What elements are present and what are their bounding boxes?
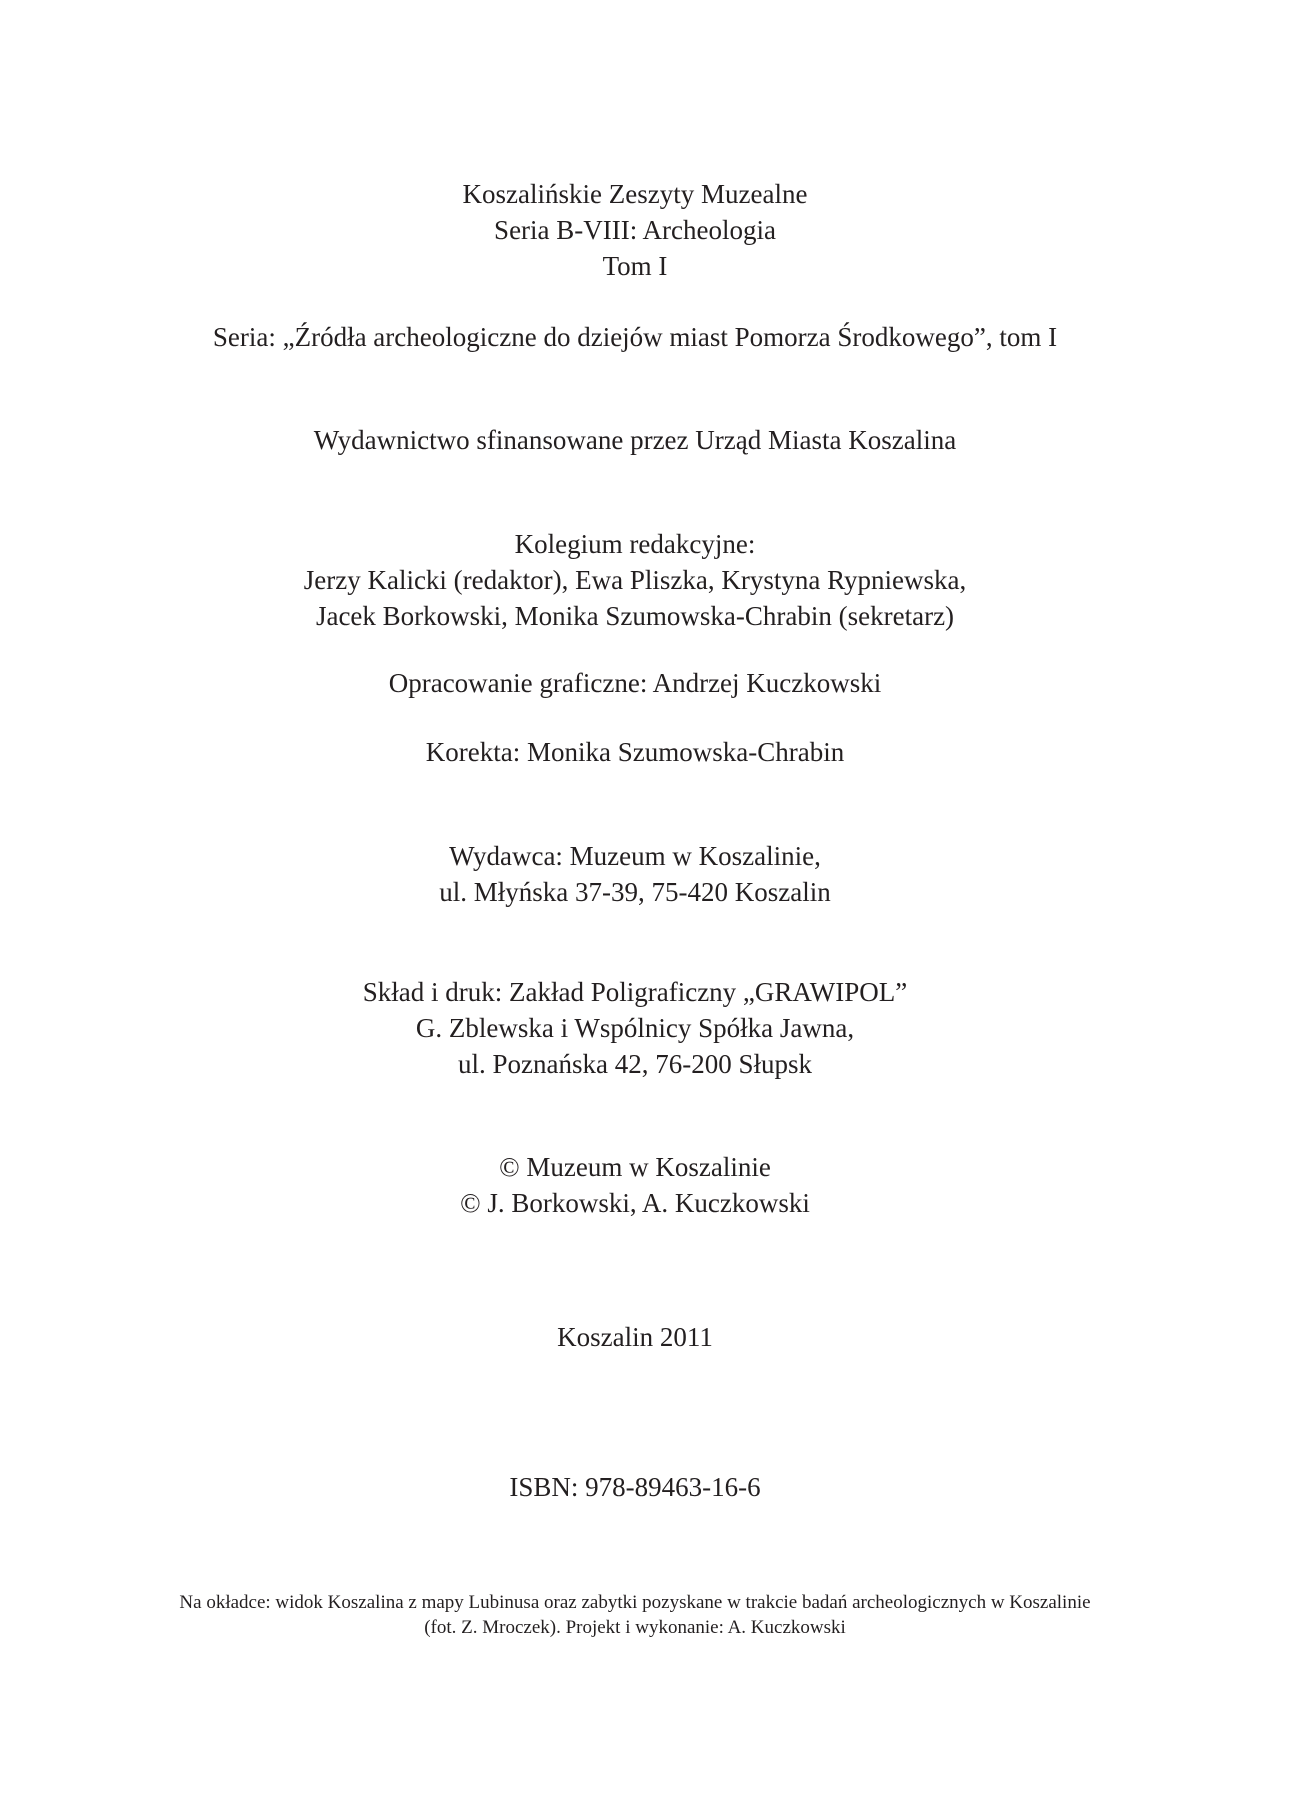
publisher-name: Wydawca: Muzeum w Koszalinie, bbox=[449, 841, 821, 871]
editorial-board-block bbox=[0, 526, 1270, 634]
publisher-address: ul. Młyńska 37-39, 75-420 Koszalin bbox=[439, 877, 831, 907]
printer-name: Skład i druk: Zakład Poligraficzny „GRAWIPOL” bbox=[362, 977, 908, 1007]
proofreading-credit: Korekta: Monika Szumowska-Chrabin bbox=[425, 737, 845, 767]
cover-note-block bbox=[0, 1590, 1270, 1640]
editorial-board-line-1: Jerzy Kalicki (redaktor), Ewa Pliszka, Krystyna Rypniewska, bbox=[303, 565, 967, 595]
copyright-authors: © J. Borkowski, A. Kuczkowski bbox=[460, 1188, 810, 1218]
isbn-block bbox=[0, 1469, 1270, 1505]
series-title: Seria B-VIII: Archeologia bbox=[494, 215, 776, 245]
copyright-block bbox=[0, 1149, 1270, 1221]
cover-note-line-1: Na okładce: widok Koszalina z mapy Lubinusa oraz zabytki pozyskane w trakcie badań archeologicznych w Koszalinie bbox=[179, 1592, 1091, 1613]
funding-block bbox=[0, 422, 1270, 458]
editorial-board-line-2: Jacek Borkowski, Monika Szumowska-Chrabin (sekretarz) bbox=[315, 601, 955, 631]
series-block bbox=[0, 176, 1270, 284]
volume-label: Tom I bbox=[602, 251, 668, 281]
copyright-museum: © Muzeum w Koszalinie bbox=[499, 1152, 771, 1182]
place-year: Koszalin 2011 bbox=[557, 1322, 713, 1352]
funding-note: Wydawnictwo sfinansowane przez Urząd Miasta Koszalina bbox=[313, 425, 957, 455]
subseries-block bbox=[0, 319, 1270, 355]
proofreading-block bbox=[0, 734, 1270, 770]
graphic-design-credit: Opracowanie graficzne: Andrzej Kuczkowski bbox=[388, 668, 882, 698]
journal-title: Koszalińskie Zeszyty Muzealne bbox=[462, 179, 808, 209]
printing-block bbox=[0, 974, 1270, 1082]
graphic-design-block bbox=[0, 665, 1270, 701]
publisher-block bbox=[0, 838, 1270, 910]
printer-company: G. Zblewska i Wspólnicy Spółka Jawna, bbox=[415, 1013, 855, 1043]
place-year-block bbox=[0, 1319, 1270, 1355]
subseries-title: Seria: „Źródła archeologiczne do dziejów miast Pomorza Środkowego”, tom I bbox=[212, 322, 1058, 352]
isbn: ISBN: 978-89463-16-6 bbox=[509, 1472, 761, 1502]
editorial-board-heading: Kolegium redakcyjne: bbox=[514, 529, 756, 559]
cover-note-line-2: (fot. Z. Mroczek). Projekt i wykonanie: A. Kuczkowski bbox=[424, 1617, 846, 1638]
printer-address: ul. Poznańska 42, 76-200 Słupsk bbox=[458, 1049, 812, 1079]
